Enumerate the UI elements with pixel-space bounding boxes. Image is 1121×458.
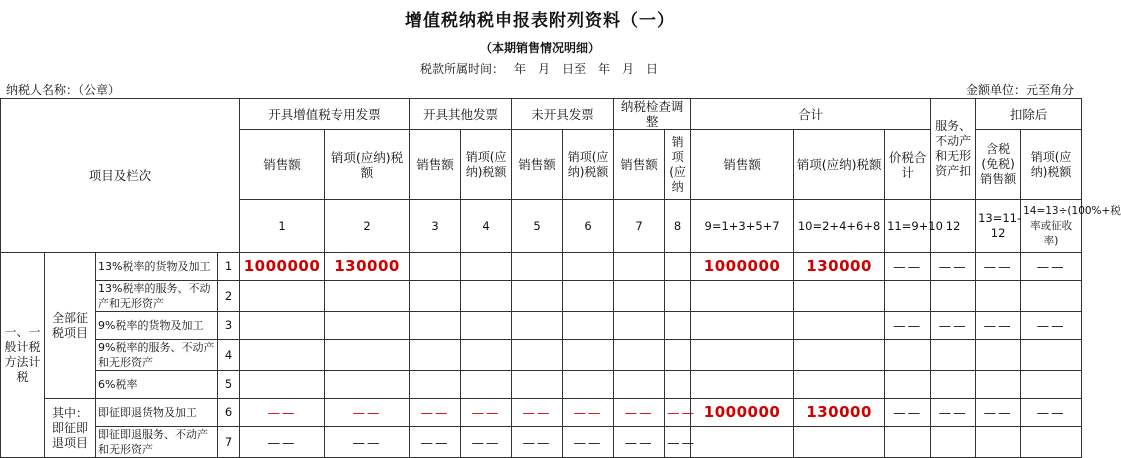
sub-sales-3: 销售额 (410, 130, 461, 200)
cell-c8[interactable] (665, 253, 691, 281)
cell-c8[interactable] (665, 371, 691, 399)
cell-c7[interactable]: —— (614, 399, 665, 427)
sub-output-tax-8: 销项(应纳 (665, 130, 691, 200)
header-row-groups (1, 99, 1082, 130)
cell-c2[interactable] (325, 281, 410, 312)
cell-c7[interactable] (614, 312, 665, 340)
general-method-label: 一、一般计税方法计税 (1, 253, 45, 458)
col-number: 10=2+4+6+8 (794, 200, 885, 253)
cell-c11[interactable]: —— (885, 399, 931, 427)
cell-c1[interactable] (240, 312, 325, 340)
form-title: 增值税纳税申报表附列资料（一） (405, 11, 675, 31)
col-number: 4 (461, 200, 512, 253)
cell-c1[interactable] (240, 371, 325, 399)
table-row (1, 340, 1082, 371)
sub-output-tax-4: 销项(应纳)税额 (461, 130, 512, 200)
cell-c8[interactable] (665, 340, 691, 371)
cell-c3[interactable]: —— (410, 427, 461, 458)
sub-tax-incl-sales: 含税(免税)销售额 (976, 130, 1021, 200)
cell-c7[interactable] (614, 371, 665, 399)
cell-c10[interactable] (794, 281, 885, 312)
cell-c11[interactable] (885, 427, 931, 458)
period-label: 税款所属时间： (420, 62, 505, 76)
cell-c9[interactable] (691, 371, 794, 399)
group-tax-inspection: 纳税检查调整 (614, 99, 691, 130)
cell-c13[interactable] (976, 281, 1021, 312)
cell-c14[interactable]: —— (1021, 253, 1082, 281)
cell-c5[interactable] (512, 253, 563, 281)
table-row (1, 253, 1082, 281)
sub-price-tax-total: 价税合计 (885, 130, 931, 200)
row-line-number: 1 (218, 253, 240, 281)
cell-c9[interactable] (691, 340, 794, 371)
sub-output-tax-after: 销项(应纳)税额 (1021, 130, 1082, 200)
cell-c9[interactable] (691, 427, 794, 458)
group-after-deduction: 扣除后 (976, 99, 1082, 130)
cell-c5[interactable]: —— (512, 427, 563, 458)
cell-c8[interactable]: —— (665, 427, 691, 458)
col-number: 8 (665, 200, 691, 253)
group-other-invoice: 开具其他发票 (410, 99, 512, 130)
cell-c6[interactable]: —— (563, 399, 614, 427)
sub-output-tax-2: 销项(应纳)税额 (325, 130, 410, 200)
cell-c13[interactable] (976, 340, 1021, 371)
cell-c7[interactable] (614, 281, 665, 312)
cell-c1[interactable]: 1000000 (240, 253, 325, 281)
sub-sales-5: 销售额 (512, 130, 563, 200)
cell-c1[interactable]: —— (240, 399, 325, 427)
group-total: 合计 (691, 99, 931, 130)
cell-c14[interactable]: —— (1021, 399, 1082, 427)
cell-c13[interactable]: —— (976, 312, 1021, 340)
cell-c4[interactable] (461, 371, 512, 399)
cell-c5[interactable]: —— (512, 399, 563, 427)
row-line-number: 5 (218, 371, 240, 399)
row-line-number: 3 (218, 312, 240, 340)
item-column-header: 项目及栏次 (1, 99, 240, 253)
cell-c4[interactable] (461, 253, 512, 281)
cell-c3[interactable] (410, 340, 461, 371)
cell-c6[interactable] (563, 281, 614, 312)
table-row (1, 399, 1082, 427)
cell-c6[interactable] (563, 253, 614, 281)
cell-c2[interactable] (325, 340, 410, 371)
cell-c12[interactable]: —— (931, 312, 976, 340)
cell-c2[interactable] (325, 371, 410, 399)
cell-c14[interactable] (1021, 371, 1082, 399)
cell-c4[interactable] (461, 340, 512, 371)
cell-c8[interactable] (665, 281, 691, 312)
cell-c3[interactable] (410, 312, 461, 340)
row-label: 6%税率 (96, 371, 218, 399)
cell-c14[interactable] (1021, 427, 1082, 458)
row-line-number: 7 (218, 427, 240, 458)
cell-c12[interactable] (931, 427, 976, 458)
cell-c11[interactable] (885, 371, 931, 399)
cell-c10[interactable] (794, 312, 885, 340)
cell-c11[interactable] (885, 340, 931, 371)
cell-c9[interactable]: 1000000 (691, 399, 794, 427)
cell-c5[interactable] (512, 340, 563, 371)
cell-c6[interactable] (563, 340, 614, 371)
cell-c5[interactable] (512, 312, 563, 340)
cell-c6[interactable] (563, 371, 614, 399)
cell-c14[interactable]: —— (1021, 312, 1082, 340)
cell-c6[interactable] (563, 312, 614, 340)
amount-unit-label: 金额单位：元至角分 (965, 83, 1074, 97)
cell-c12[interactable] (931, 340, 976, 371)
cell-c1[interactable] (240, 281, 325, 312)
cell-c12[interactable] (931, 281, 976, 312)
cell-c10[interactable] (794, 340, 885, 371)
table-row (1, 281, 1082, 312)
sub-sales-9: 销售额 (691, 130, 794, 200)
sub-output-tax-10: 销项(应纳)税额 (794, 130, 885, 200)
cell-c9[interactable] (691, 281, 794, 312)
col-number: 13=11-12 (976, 200, 1021, 253)
cell-c4[interactable] (461, 312, 512, 340)
period-fields: 年 月 日至 年 月 日 (514, 62, 659, 76)
cell-c8[interactable]: —— (665, 399, 691, 427)
cell-c10[interactable] (794, 427, 885, 458)
row-line-number: 4 (218, 340, 240, 371)
cell-c4[interactable] (461, 281, 512, 312)
cell-c2[interactable]: —— (325, 427, 410, 458)
cell-c3[interactable] (410, 253, 461, 281)
cell-c12[interactable] (931, 371, 976, 399)
table-row (1, 371, 1082, 399)
cell-c3[interactable]: —— (410, 399, 461, 427)
row-label: 即征即退服务、不动产和无形资产 (96, 427, 218, 458)
cell-c1[interactable]: —— (240, 427, 325, 458)
row-label: 13%税率的服务、不动产和无形资产 (96, 281, 218, 312)
cell-c11[interactable]: —— (885, 312, 931, 340)
row-label: 13%税率的货物及加工 (96, 253, 218, 281)
cell-c8[interactable] (665, 312, 691, 340)
cell-c10[interactable]: 130000 (794, 253, 885, 281)
taxpayer-name-label: 纳税人名称：（公章） (6, 83, 121, 97)
sub-output-tax-6: 销项(应纳)税额 (563, 130, 614, 200)
row-label: 即征即退货物及加工 (96, 399, 218, 427)
col-number: 5 (512, 200, 563, 253)
cell-c7[interactable]: —— (614, 427, 665, 458)
group-special-invoice: 开具增值税专用发票 (240, 99, 410, 130)
cell-c10[interactable] (794, 371, 885, 399)
cell-c2[interactable]: —— (325, 399, 410, 427)
group-no-invoice: 未开具发票 (512, 99, 614, 130)
refund-items-label: 其中：即征即退项目 (45, 399, 96, 458)
cell-c7[interactable] (614, 340, 665, 371)
cell-c12[interactable]: —— (931, 399, 976, 427)
col-number: 9=1+3+5+7 (691, 200, 794, 253)
col-number: 11=9+10 (885, 200, 931, 253)
sub-sales-7: 销售额 (614, 130, 665, 200)
cell-c3[interactable] (410, 371, 461, 399)
col-number: 1 (240, 200, 325, 253)
cell-c11[interactable] (885, 281, 931, 312)
row-label: 9%税率的货物及加工 (96, 312, 218, 340)
cell-c6[interactable]: —— (563, 427, 614, 458)
form-subtitle: （本期销售情况明细） (479, 41, 600, 55)
group-deduction: 服务、不动产和无形资产扣 (931, 99, 976, 200)
cell-c3[interactable] (410, 281, 461, 312)
col-number: 3 (410, 200, 461, 253)
col-number: 2 (325, 200, 410, 253)
cell-c4[interactable]: —— (461, 427, 512, 458)
col-number: 14=13÷(100%+税率或征收率) (1021, 200, 1082, 253)
cell-c5[interactable] (512, 371, 563, 399)
cell-c5[interactable] (512, 281, 563, 312)
col-number: 6 (563, 200, 614, 253)
cell-c13[interactable] (976, 427, 1021, 458)
all-items-label: 全部征税项目 (45, 253, 96, 399)
cell-c1[interactable] (240, 340, 325, 371)
cell-c10[interactable]: 130000 (794, 399, 885, 427)
sales-detail-table (0, 98, 1121, 458)
cell-c13[interactable]: —— (976, 253, 1021, 281)
cell-c14[interactable] (1021, 281, 1082, 312)
row-label: 9%税率的服务、不动产和无形资产 (96, 340, 218, 371)
cell-c14[interactable] (1021, 340, 1082, 371)
table-row (1, 427, 1082, 458)
cell-c9[interactable] (691, 312, 794, 340)
cell-c2[interactable] (325, 312, 410, 340)
cell-c13[interactable] (976, 371, 1021, 399)
cell-c11[interactable]: —— (885, 253, 931, 281)
col-number: 12 (931, 200, 976, 253)
cell-c7[interactable] (614, 253, 665, 281)
cell-c4[interactable]: —— (461, 399, 512, 427)
row-line-number: 6 (218, 399, 240, 427)
row-line-number: 2 (218, 281, 240, 312)
cell-c2[interactable]: 130000 (325, 253, 410, 281)
col-number: 7 (614, 200, 665, 253)
table-row (1, 312, 1082, 340)
cell-c13[interactable]: —— (976, 399, 1021, 427)
cell-c9[interactable]: 1000000 (691, 253, 794, 281)
sub-sales-1: 销售额 (240, 130, 325, 200)
cell-c12[interactable]: —— (931, 253, 976, 281)
